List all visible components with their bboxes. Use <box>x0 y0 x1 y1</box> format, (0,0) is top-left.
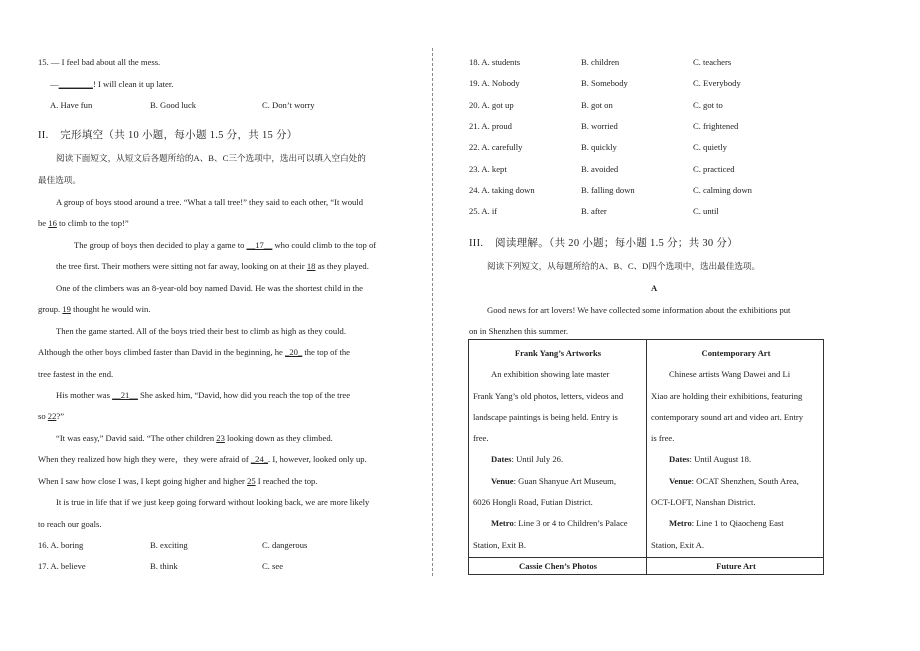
exhibit-venue <box>651 471 821 492</box>
option-c: C. frightened <box>693 120 739 131</box>
column-divider <box>432 48 433 576</box>
exhibit-desc-line: Xiao are holding their exhibitions, featuring <box>651 390 803 401</box>
text-segment: the tree first. Their mothers were sitting not far away, looking on at their <box>56 261 307 271</box>
exhibit-title: Contemporary Art <box>701 348 771 358</box>
text-segment: looking down as they climbed. <box>224 433 333 443</box>
text-segment: so <box>38 411 48 421</box>
blank-22: 22 <box>47 411 57 421</box>
exhibit-desc-line: Chinese artists Wang Dawei and Li <box>669 369 791 380</box>
option-b: B. worried <box>581 120 618 131</box>
q15-stem: 15. — I feel bad about all the mess. <box>38 57 161 67</box>
exhibit-venue <box>473 471 643 492</box>
exhibitions-table <box>468 339 824 575</box>
q15-option-b: B. Good luck <box>150 100 197 110</box>
option-b: B. after <box>581 206 607 217</box>
section3-num: III. <box>469 238 484 249</box>
text-segment: His mother was <box>56 390 113 400</box>
table-cell-future-art <box>651 558 821 575</box>
passage-p6-line3 <box>38 475 317 487</box>
exhibit-dates <box>651 449 821 470</box>
section3-heading <box>469 238 738 250</box>
value: : Line 3 or 4 to Children’s Palace <box>513 518 628 529</box>
q17-option-a: 17. A. believe <box>38 561 86 571</box>
q17-option-b: B. think <box>150 561 178 571</box>
option-c: C. practiced <box>693 163 735 174</box>
option-a: 19. A. Nobody <box>469 78 520 89</box>
blank-20: _20_ <box>285 347 303 357</box>
q15-rest: ! I will clean it up later. <box>92 79 174 89</box>
text-segment: group. <box>38 304 63 314</box>
exhibit-metro-cont: Station, Exit B. <box>473 539 526 550</box>
option-a: 20. A. got up <box>469 99 514 110</box>
blank-19: 19 <box>62 304 71 314</box>
option-c: C. teachers <box>693 57 732 67</box>
label: Dates <box>669 454 690 465</box>
value: : Line 1 to Qiaocheng East <box>691 518 784 529</box>
exhibit-title: Future Art <box>716 561 756 571</box>
text-segment: “It was easy,” David said. “The other children <box>56 433 217 443</box>
table-vertical-rule <box>646 340 647 574</box>
option-c: C. Everybody <box>693 78 741 89</box>
exhibit-desc-line: free. <box>473 433 489 444</box>
option-a: 23. A. kept <box>469 163 507 174</box>
passage-letter: A <box>651 283 658 293</box>
text-segment: who could climb to the top of <box>272 240 377 250</box>
q16-option-b: B. exciting <box>150 540 188 550</box>
q15-dash: — <box>50 79 59 89</box>
passage-p1-line1: A group of boys stood around a tree. “What a tall tree!” they said to each other, “It would <box>56 197 364 207</box>
passage-p3-line2 <box>38 303 150 315</box>
intro-line2: on in Shenzhen this summer. <box>469 326 569 336</box>
label: Venue <box>491 475 514 486</box>
text-segment: the top of the <box>302 347 350 357</box>
passage-p7-line2: to reach our goals. <box>38 519 102 529</box>
value: : Guan Shanyue Art Museum, <box>513 475 617 486</box>
exhibit-desc-line: Frank Yang’s old photos, letters, videos and <box>473 390 624 401</box>
blank-18: 18 <box>306 261 316 271</box>
text-segment: thought he would win. <box>70 304 151 314</box>
section2-heading <box>38 130 298 142</box>
section3-instruction: 阅读下列短文，从每题所给的A、B、C、D四个选项中，选出最佳选项。 <box>487 261 761 271</box>
passage-p7-line1: It is true in life that if we just keep going forward without looking back, we are more likely <box>56 497 370 507</box>
exhibit-venue-cont: 6026 Hongli Road, Futian District. <box>473 497 593 508</box>
blank-25: 25 <box>247 476 256 486</box>
exhibit-desc-line: An exhibition showing late master <box>491 369 610 380</box>
exhibit-desc-line: contemporary sound art and video art. Entry <box>651 411 804 422</box>
q15-option-c: C. Don’t worry <box>262 100 315 110</box>
passage-p6-line2 <box>38 453 367 465</box>
option-b: B. quickly <box>581 142 617 153</box>
table-cell-contemporary-art <box>651 343 821 556</box>
q15-option-a: A. Have fun <box>50 100 93 110</box>
passage-p2-line1 <box>74 239 376 251</box>
text-segment: She asked him, “David, how did you reach the top of the tree <box>137 390 351 400</box>
option-c: C. got to <box>693 99 723 110</box>
label: Dates <box>491 454 512 465</box>
section3-title: 阅读理解。（共 20 小题；每小题 1.5 分；共 30 分） <box>495 238 738 249</box>
q15-blank: ________ <box>58 79 93 89</box>
text-segment: to climb to the top!” <box>56 218 129 228</box>
passage-p5-line1 <box>56 389 350 401</box>
table-cell-frank-yang <box>473 343 643 556</box>
blank-16: 16 <box>48 218 57 228</box>
option-a: 18. A. students <box>469 57 521 67</box>
passage-p4-line1: Then the game started. All of the boys tried their best to climb as high as they could. <box>56 326 346 336</box>
text-segment: be <box>38 218 49 228</box>
blank-23: 23 <box>216 433 225 443</box>
option-a: 25. A. if <box>469 206 498 217</box>
section2-instruction-2: 最佳选项。 <box>38 175 81 185</box>
passage-p3-line1: One of the climbers was an 8-year-old boy named David. He was the shortest child in the <box>56 283 363 293</box>
option-b: B. avoided <box>581 163 619 174</box>
blank-21: __21__ <box>112 390 138 400</box>
text-segment: ?” <box>56 411 65 421</box>
section2-num: II. <box>38 130 49 141</box>
exhibit-venue-cont: OCT-LOFT, Nanshan District. <box>651 497 756 508</box>
q15-answer-line <box>50 78 173 90</box>
label: Metro <box>669 518 692 529</box>
option-b: B. Somebody <box>581 78 628 89</box>
exhibit-metro <box>473 513 643 534</box>
section2-instruction-1: 阅读下面短文，从短文后各题所给的A、B、C三个选项中，选出可以填入空白处的 <box>56 153 366 163</box>
passage-p1-line2 <box>38 217 129 229</box>
exhibit-title: Frank Yang’s Artworks <box>514 348 602 358</box>
passage-p4-line3: tree fastest in the end. <box>38 369 114 379</box>
text-segment: . I, however, looked only up. <box>268 454 367 464</box>
exhibit-desc-line: is free. <box>651 433 675 444</box>
option-a: 21. A. proud <box>469 120 512 131</box>
q16-option-a: 16. A. boring <box>38 540 84 550</box>
value: : OCAT Shenzhen, South Area, <box>691 475 799 486</box>
option-a: 22. A. carefully <box>469 142 523 153</box>
option-b: B. children <box>581 57 620 67</box>
intro-line1: Good news for art lovers! We have collected some information about the exhibitions put <box>487 305 791 315</box>
option-c: C. quietly <box>693 142 727 153</box>
option-c: C. calming down <box>693 184 752 195</box>
blank-17: __17__ <box>246 240 273 250</box>
text-segment: The group of boys then decided to play a game to <box>74 240 247 250</box>
label: Metro <box>491 518 514 529</box>
option-b: B. got on <box>581 99 613 110</box>
option-a: 24. A. taking down <box>469 184 535 195</box>
text-segment: When I saw how close I was, I kept going higher and higher <box>38 476 248 486</box>
passage-p4-line2 <box>38 346 350 358</box>
exhibit-metro <box>651 513 821 534</box>
section2-title: 完形填空（共 10 小题，每小题 1.5 分，共 15 分） <box>60 130 298 141</box>
text-segment: as they played. <box>315 261 369 271</box>
text-segment: Although the other boys climbed faster than David in the beginning, he <box>38 347 286 357</box>
option-b: B. falling down <box>581 184 635 195</box>
exhibit-dates <box>473 449 643 470</box>
q17-option-c: C. see <box>262 561 284 571</box>
exhibit-title: Cassie Chen’s Photos <box>519 561 597 571</box>
q16-option-c: C. dangerous <box>262 540 308 550</box>
exhibit-metro-cont: Station, Exit A. <box>651 539 704 550</box>
option-c: C. until <box>693 206 719 217</box>
exhibit-desc-line: landscape paintings is being held. Entry is <box>473 411 618 422</box>
table-cell-cassie-chen <box>473 558 643 575</box>
label: Venue <box>669 475 692 486</box>
blank-24: _24_ <box>250 454 269 464</box>
text-segment: I reached the top. <box>255 476 318 486</box>
text-segment: When they realized how high they were，they were afraid of <box>38 454 251 464</box>
value: : Until July 26. <box>511 454 564 465</box>
passage-p6-line1 <box>56 432 333 444</box>
value: : Until August 18. <box>689 454 752 465</box>
passage-p2-line2 <box>56 260 369 272</box>
passage-p5-line2 <box>38 410 64 422</box>
